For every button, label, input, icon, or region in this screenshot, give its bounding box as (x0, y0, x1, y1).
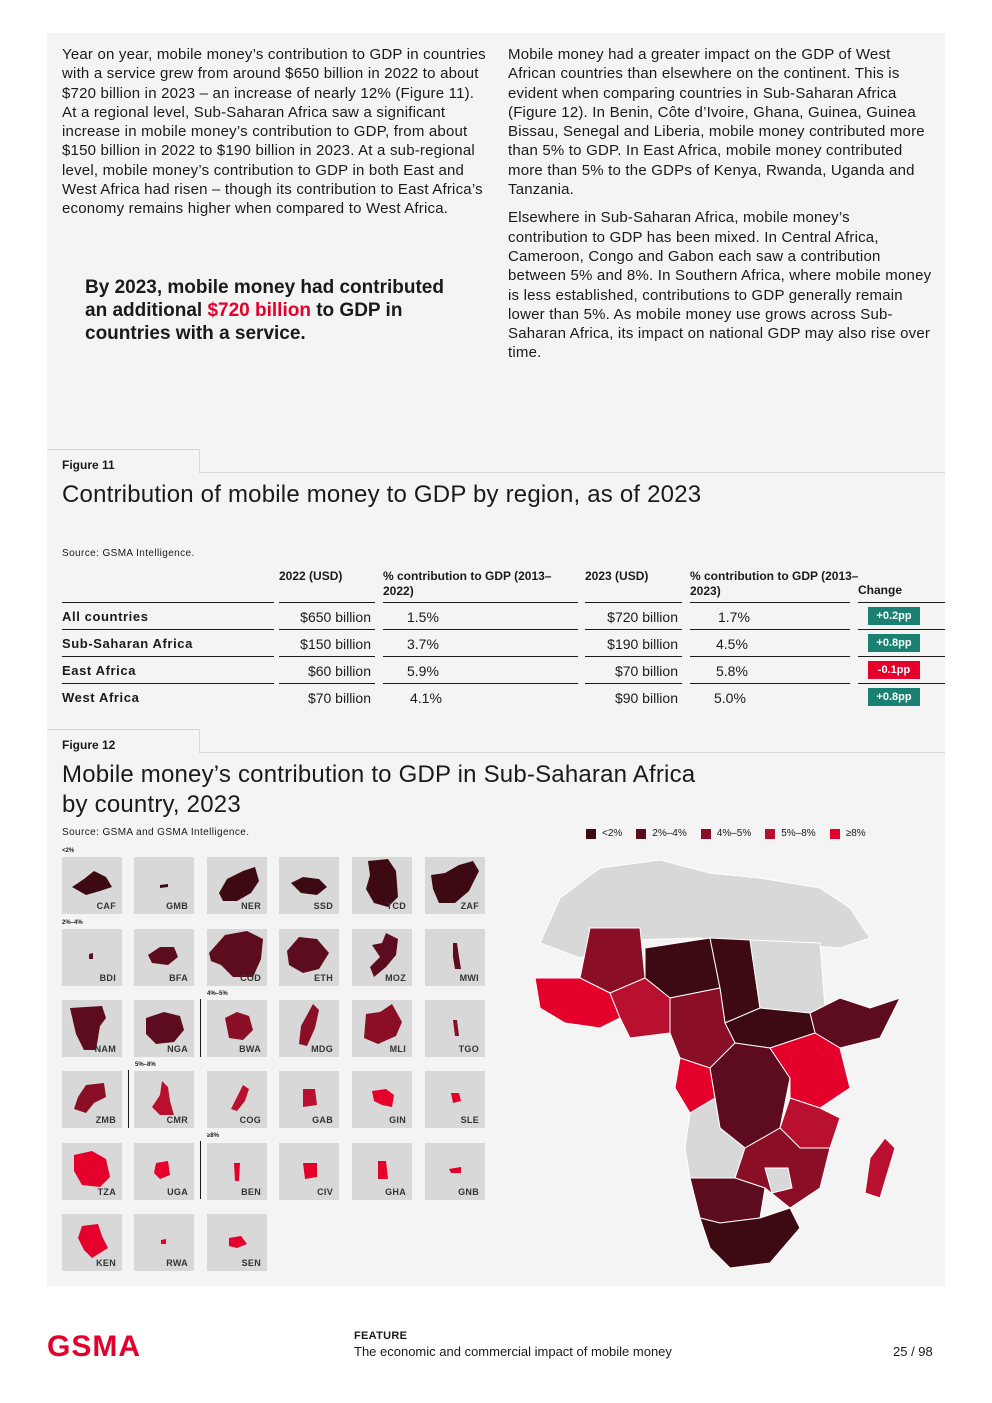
footer-report-title: The economic and commercial impact of mobile money (354, 1344, 672, 1359)
cell-value-2023: $720 billion (607, 609, 678, 625)
intro-right-column (508, 45, 933, 363)
group-divider (200, 1141, 201, 1199)
country-code: COD (240, 973, 261, 983)
legend-swatch (636, 829, 646, 839)
table-rule (585, 656, 682, 657)
country-tile (62, 929, 122, 986)
country-tile (62, 1214, 122, 1271)
country-tile (134, 857, 194, 914)
table-rule (858, 683, 945, 684)
africa-map (520, 848, 940, 1278)
table-rule (858, 602, 945, 603)
table-rule (858, 629, 945, 630)
table-rule (690, 683, 850, 684)
country-code: NER (241, 901, 261, 911)
cell-pct-2022: 3.7% (407, 636, 439, 652)
country-tile (62, 1071, 122, 1128)
country-tile (352, 929, 412, 986)
country-tile (352, 857, 412, 914)
country-tile (207, 857, 267, 914)
country-code: GHA (385, 1187, 406, 1197)
country-tile (352, 1071, 412, 1128)
country-code: ETH (314, 973, 333, 983)
country-code: ZAF (460, 901, 479, 911)
cell-value-2022: $150 billion (300, 636, 371, 652)
legend-item (701, 828, 751, 839)
country-code: MDG (311, 1044, 333, 1054)
cell-pct-2022: 1.5% (407, 609, 439, 625)
country-tile (207, 1000, 267, 1057)
cell-value-2022: $60 billion (307, 663, 371, 679)
table-rule (279, 683, 375, 684)
legend-label: 5%–8% (781, 828, 816, 839)
country-tile (279, 1071, 339, 1128)
legend-swatch (586, 829, 596, 839)
cell-pct-2023: 1.7% (718, 609, 750, 625)
footer-section-label: FEATURE (354, 1330, 408, 1342)
cell-pct-2022: 4.1% (410, 690, 442, 706)
legend-item (636, 828, 686, 839)
country-code: BWA (239, 1044, 261, 1054)
header-pct-2023: % contribution to GDP (2013–2023) (690, 569, 859, 598)
table-rule (279, 602, 375, 603)
intro-right-paragraph-2: Elsewhere in Sub-Saharan Africa, mobile money’s contribution to GDP has been mixed. In Central Africa, Cameroon, Congo and Gabon each saw a contribution between 5% and 8%. In Southern Africa, where mobile money is less established, contributions to GDP generally remain lower than 5%. As mobile money use grows across Sub-Saharan Africa, its impact on national GDP may also rise over time. (508, 209, 932, 362)
header-2023: 2023 (USD) (585, 569, 649, 583)
row-label: East Africa (62, 663, 137, 678)
table-rule (62, 602, 274, 603)
cell-value-2023: $70 billion (614, 663, 678, 679)
country-tile (425, 1143, 485, 1200)
figure-12-label: Figure 12 (62, 738, 116, 752)
header-2022: 2022 (USD) (279, 569, 343, 583)
page-number: 25 / 98 (893, 1344, 933, 1359)
row-label: West Africa (62, 690, 140, 705)
group-divider (200, 999, 201, 1057)
country-code: SSD (313, 901, 333, 911)
figure-12-tab (47, 729, 200, 753)
legend-label: 4%–5% (716, 828, 752, 839)
table-rule (383, 602, 578, 603)
legend-swatch (765, 829, 775, 839)
figure-11-label: Figure 11 (62, 458, 115, 472)
cell-pct-2023: 5.8% (716, 663, 748, 679)
group-label-ge8: ≥8% (207, 1133, 219, 1139)
country-tile (425, 1000, 485, 1057)
table-rule (279, 656, 375, 657)
table-rule (585, 602, 682, 603)
group-label-2-4: 2%–4% (62, 920, 83, 926)
legend-item (830, 828, 866, 839)
legend-label: <2% (602, 828, 623, 839)
country-code: ZMB (95, 1115, 116, 1125)
table-rule (383, 683, 578, 684)
table-rule (585, 683, 682, 684)
country-code: BFA (169, 973, 188, 983)
change-badge: +0.8pp (868, 634, 920, 652)
table-rule (383, 656, 578, 657)
change-badge: -0.1pp (868, 661, 920, 679)
country-tile (134, 1143, 194, 1200)
cell-pct-2023: 5.0% (714, 690, 746, 706)
country-tile (134, 1214, 194, 1271)
country-code: UGA (167, 1187, 188, 1197)
table-rule (585, 629, 682, 630)
country-code: NGA (167, 1044, 188, 1054)
table-rule (62, 683, 274, 684)
country-code: GIN (389, 1115, 406, 1125)
figure-11-title: Contribution of mobile money to GDP by region, as of 2023 (62, 481, 702, 508)
country-code: RWA (166, 1258, 188, 1268)
country-tile (62, 1143, 122, 1200)
country-code: MLI (389, 1044, 406, 1054)
change-badge: +0.2pp (868, 607, 920, 625)
country-code: COG (239, 1115, 261, 1125)
table-rule (383, 629, 578, 630)
figure-11-rule (200, 472, 945, 473)
legend-label: ≥8% (845, 828, 866, 839)
map-legend (586, 828, 866, 839)
intro-left-paragraph: Year on year, mobile money’s contribution to GDP in countries with a service grew from around $650 billion in 2022 to about $720 billion in 2023 – an increase of nearly 12% (Figure 11). At a regional level, Sub-Saharan Africa saw a significant increase in mobile money’s contribution to GDP, from about $150 billion in 2022 to $190 billion in 2023. At a sub-regional level, mobile money’s contribution to GDP in both East and West Africa had risen – though its contribution to East Africa’s economy remains higher when compared to West Africa. (62, 46, 486, 218)
row-label: All countries (62, 609, 149, 624)
cell-pct-2022: 5.9% (407, 663, 439, 679)
figure-12-source: Source: GSMA and GSMA Intelligence. (62, 827, 250, 838)
group-label-4-5: 4%–5% (207, 991, 228, 997)
table-rule (62, 656, 274, 657)
map-region-sudan (750, 940, 825, 1018)
cell-pct-2023: 4.5% (716, 636, 748, 652)
legend-swatch (701, 829, 711, 839)
change-badge: +0.8pp (868, 688, 920, 706)
group-label-5-8: 5%–8% (135, 1062, 156, 1068)
header-change: Change (858, 583, 903, 597)
map-region-namibia-botswana (690, 1178, 765, 1223)
country-code: NAM (94, 1044, 116, 1054)
legend-label: 2%–4% (652, 828, 687, 839)
country-code: BDI (99, 973, 116, 983)
pull-quote-post: to GDP in countries with a service. (85, 300, 403, 344)
country-tile (134, 1071, 194, 1128)
country-tile (207, 1143, 267, 1200)
table-rule (858, 656, 945, 657)
country-tile (207, 1214, 267, 1271)
country-tile (352, 1143, 412, 1200)
country-code: MWI (459, 973, 479, 983)
country-code: BEN (241, 1187, 261, 1197)
country-code: TGO (458, 1044, 479, 1054)
country-code: TCD (386, 901, 406, 911)
figure-11-source: Source: GSMA Intelligence. (62, 548, 195, 559)
country-code: CAF (96, 901, 116, 911)
country-tile (62, 1000, 122, 1057)
country-tile (425, 929, 485, 986)
country-code: CMR (166, 1115, 188, 1125)
cell-value-2022: $650 billion (300, 609, 371, 625)
figure-12-rule (200, 752, 945, 753)
pull-quote (85, 276, 445, 345)
country-code: TZA (97, 1187, 116, 1197)
row-label: Sub-Saharan Africa (62, 636, 193, 651)
pull-quote-pre: By 2023, mobile money had contributed an additional (85, 277, 444, 321)
legend-swatch (830, 829, 840, 839)
pull-quote-highlight: $720 billion (207, 300, 311, 321)
country-tile (279, 1000, 339, 1057)
country-code: CIV (317, 1187, 333, 1197)
country-code: SEN (241, 1258, 261, 1268)
cell-value-2023: $90 billion (614, 690, 678, 706)
country-code: SLE (460, 1115, 479, 1125)
table-rule (62, 629, 274, 630)
country-tile (352, 1000, 412, 1057)
table-rule (690, 602, 850, 603)
figure-11-tab (47, 449, 200, 473)
country-tile (207, 929, 267, 986)
country-tile (279, 1143, 339, 1200)
cell-value-2022: $70 billion (307, 690, 371, 706)
gsma-logo: GSMA (47, 1330, 141, 1363)
country-code: MOZ (385, 973, 406, 983)
country-tile (279, 857, 339, 914)
cell-value-2023: $190 billion (607, 636, 678, 652)
legend-item (586, 828, 622, 839)
country-tile (425, 857, 485, 914)
country-tile (207, 1071, 267, 1128)
group-label-lt2: <2% (62, 848, 75, 854)
country-tile (425, 1071, 485, 1128)
table-rule (690, 656, 850, 657)
country-tile (62, 857, 122, 914)
header-pct-2022: % contribution to GDP (2013–2022) (383, 569, 552, 598)
country-code: GAB (312, 1115, 333, 1125)
table-rule (279, 629, 375, 630)
legend-item (765, 828, 815, 839)
country-code: GNB (458, 1187, 479, 1197)
intro-right-paragraph-1: Mobile money had a greater impact on the GDP of West African countries than elsewhere on the continent. This is evident when comparing countries in Sub-Saharan Africa (Figure 12). In Benin, Côte d’Ivoire, Ghana, Guinea, Guinea Bissau, Senegal and Liberia, mobile money contributed more than 5% to GDP. In East Africa, mobile money contributed more than 5% to the GDPs of Kenya, Rwanda, Uganda and Tanzania. (508, 46, 925, 199)
country-code: KEN (96, 1258, 116, 1268)
country-code: GMB (166, 901, 188, 911)
figure-12-title: Mobile money’s contribution to GDP in Sub-Saharan Africa by country, 2023 (62, 761, 696, 818)
country-tile (279, 929, 339, 986)
country-tile (134, 929, 194, 986)
country-tile (134, 1000, 194, 1057)
map-region-madagascar (865, 1138, 895, 1198)
table-rule (690, 629, 850, 630)
group-divider (128, 1070, 129, 1128)
